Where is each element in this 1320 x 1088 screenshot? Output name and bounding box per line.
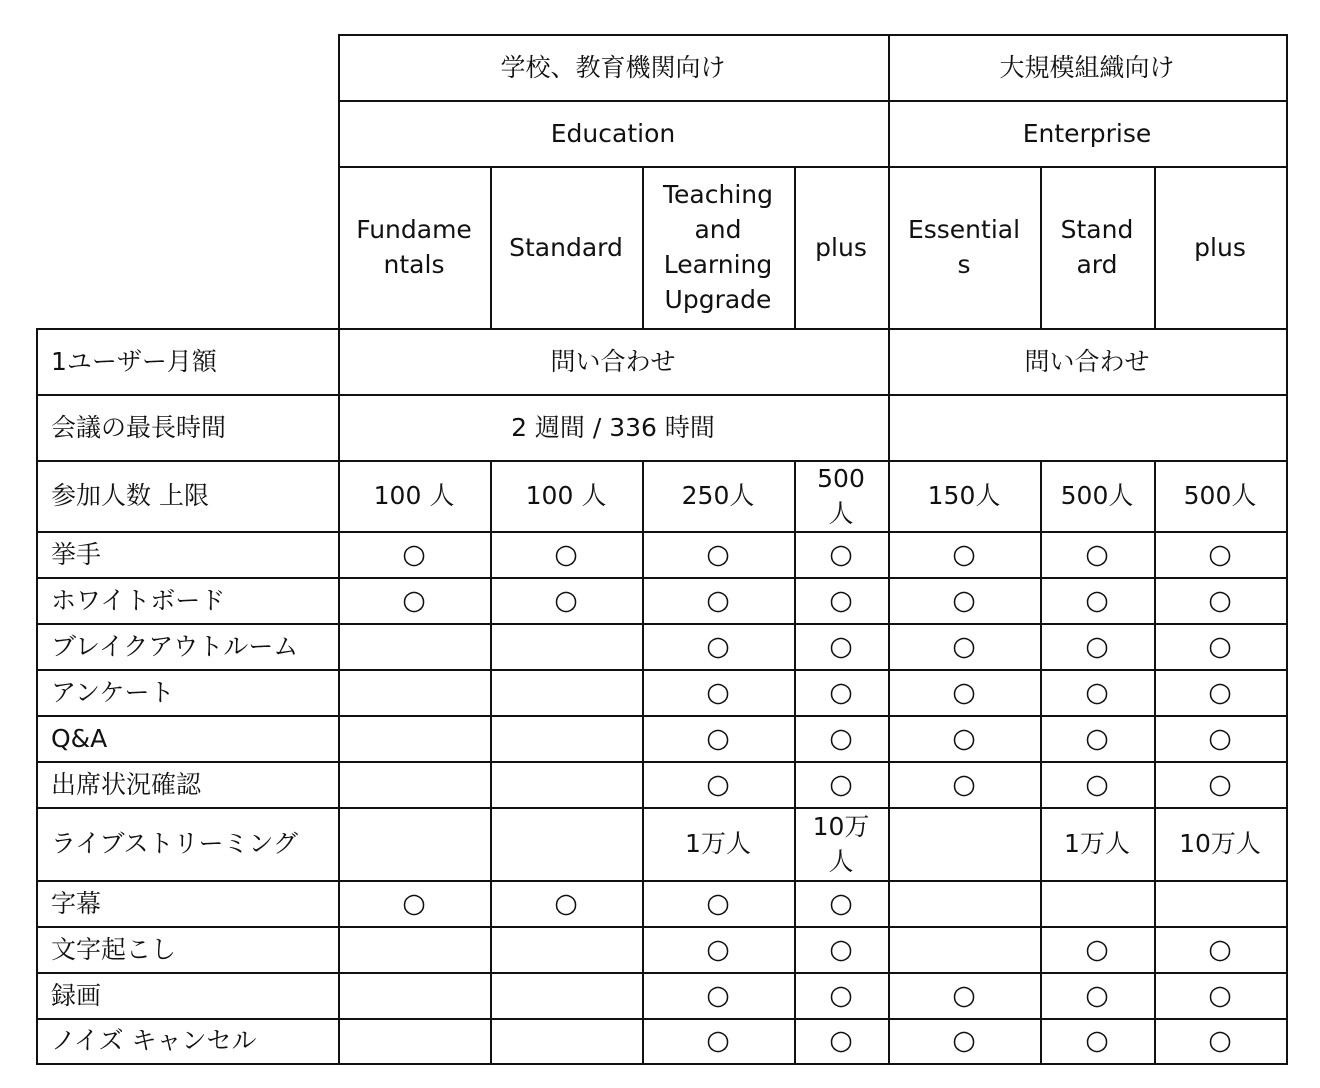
enterprise-group-header (888, 34, 1286, 100)
value-cell (888, 460, 1040, 531)
value-cell-text: ○ (952, 630, 976, 662)
table-border (36, 328, 38, 1065)
available-mark (1154, 531, 1286, 577)
available-mark (794, 926, 888, 972)
value-cell-text: ○ (1208, 979, 1232, 1011)
available-mark (794, 715, 888, 761)
value-cell (642, 460, 794, 531)
value-cell-text: ○ (1208, 676, 1232, 708)
table-border (1154, 166, 1156, 328)
merged-value-cell-text: 問い合わせ (550, 346, 676, 376)
value-cell (490, 715, 642, 761)
table-border (1286, 328, 1288, 1065)
feature-label (36, 926, 338, 972)
merged-value-cell-text: 問い合わせ (1024, 346, 1150, 376)
available-mark (642, 669, 794, 715)
table-border (36, 715, 1288, 717)
plan-header (794, 166, 888, 328)
available-mark (794, 623, 888, 669)
feature-label (36, 715, 338, 761)
value-cell-text: ○ (1208, 933, 1232, 965)
value-cell (338, 761, 490, 807)
value-cell (338, 460, 490, 531)
education-product-header-text: Education (550, 118, 676, 148)
value-cell (490, 1018, 642, 1063)
plan-header (338, 166, 490, 328)
value-cell-text: ○ (706, 538, 730, 570)
available-mark (1154, 926, 1286, 972)
value-cell (888, 807, 1040, 880)
enterprise-group-header-text: 大規模組織向け (999, 52, 1175, 82)
feature-label-text: 録画 (51, 980, 102, 1010)
available-mark (1040, 577, 1154, 623)
available-mark (338, 531, 490, 577)
value-cell-text: 10万人 (1179, 829, 1261, 858)
value-cell-text: ○ (554, 538, 578, 570)
feature-label-text: ノイズ キャンセル (51, 1026, 257, 1055)
value-cell-text: ○ (402, 538, 426, 570)
available-mark (338, 880, 490, 926)
education-group-header-text: 学校、教育機関向け (500, 52, 726, 82)
table-border (36, 1063, 1288, 1065)
available-mark (794, 577, 888, 623)
value-cell (642, 807, 794, 880)
value-cell-text: ○ (706, 1025, 730, 1056)
value-cell-text: 500人 (1060, 481, 1134, 510)
value-cell-text: ○ (952, 768, 976, 800)
feature-label-text: ライブストリーミング (51, 829, 299, 858)
value-cell (338, 623, 490, 669)
value-cell-text: ○ (1208, 1025, 1232, 1056)
value-cell-text: ○ (402, 887, 426, 919)
feature-label-text: 文字起こし (51, 934, 177, 964)
available-mark (490, 531, 642, 577)
merged-value-cell-text: 2 週間 / 336 時間 (511, 412, 715, 442)
value-cell-text: ○ (706, 933, 730, 965)
value-cell-text: ○ (829, 676, 853, 708)
feature-label-text: ブレイクアウトルーム (51, 631, 299, 661)
feature-label (36, 328, 338, 394)
table-border (1040, 166, 1042, 328)
value-cell-text: ○ (952, 979, 976, 1011)
table-border (36, 761, 1288, 763)
plan-header-text: Fundame ntals (356, 215, 472, 279)
available-mark (1040, 926, 1154, 972)
table-border (36, 460, 1288, 462)
available-mark (794, 1018, 888, 1063)
available-mark (888, 1018, 1040, 1063)
available-mark (1040, 972, 1154, 1018)
plan-header (888, 166, 1040, 328)
available-mark (642, 531, 794, 577)
value-cell-text: ○ (829, 768, 853, 800)
available-mark (888, 623, 1040, 669)
table-border (794, 460, 796, 1065)
available-mark (1154, 1018, 1286, 1063)
available-mark (642, 1018, 794, 1063)
table-border (338, 34, 340, 328)
plan-header-text: plus (1194, 232, 1246, 262)
available-mark (490, 577, 642, 623)
available-mark (642, 972, 794, 1018)
table-border (36, 880, 1288, 882)
available-mark (1154, 623, 1286, 669)
feature-label-text: 出席状況確認 (51, 769, 202, 799)
table-border (1154, 460, 1156, 1065)
available-mark (1040, 715, 1154, 761)
value-cell (1040, 880, 1154, 926)
feature-label-text: 挙手 (51, 539, 102, 569)
table-border (338, 34, 1288, 36)
table-border (490, 460, 492, 1065)
value-cell-text: ○ (1085, 933, 1109, 965)
available-mark (490, 880, 642, 926)
value-cell-text: 150人 (927, 481, 1001, 510)
value-cell-text: ○ (829, 887, 853, 919)
feature-label-text: 参加人数 上限 (51, 481, 209, 510)
enterprise-product-header (888, 100, 1286, 166)
merged-value-cell (338, 394, 888, 460)
available-mark (1040, 669, 1154, 715)
available-mark (642, 623, 794, 669)
feature-label (36, 623, 338, 669)
value-cell-text: ○ (706, 887, 730, 919)
value-cell-text: ○ (1085, 630, 1109, 662)
value-cell-text: 100 人 (373, 481, 455, 510)
table-border (338, 100, 1288, 102)
value-cell-text: ○ (1085, 676, 1109, 708)
value-cell-text: ○ (706, 979, 730, 1011)
available-mark (642, 926, 794, 972)
table-border (1040, 460, 1042, 1065)
table-border (36, 394, 1288, 396)
feature-label (36, 972, 338, 1018)
education-group-header (338, 34, 888, 100)
value-cell (338, 1018, 490, 1063)
plan-header-text: Stand ard (1060, 215, 1134, 279)
table-border (794, 166, 796, 328)
value-cell-text: ○ (952, 676, 976, 708)
value-cell (1154, 807, 1286, 880)
enterprise-product-header-text: Enterprise (1022, 118, 1152, 148)
available-mark (642, 577, 794, 623)
available-mark (794, 761, 888, 807)
value-cell (490, 669, 642, 715)
available-mark (888, 531, 1040, 577)
value-cell (794, 460, 888, 531)
value-cell-text: 1万人 (1064, 829, 1130, 858)
value-cell-text: 100 人 (525, 481, 607, 510)
value-cell (338, 715, 490, 761)
feature-label (36, 669, 338, 715)
value-cell-text: 500 人 (817, 463, 865, 528)
available-mark (1040, 761, 1154, 807)
value-cell-text: ○ (706, 676, 730, 708)
plan-header (642, 166, 794, 328)
available-mark (1040, 1018, 1154, 1063)
value-cell-text: ○ (952, 722, 976, 754)
feature-label (36, 531, 338, 577)
value-cell-text: ○ (829, 538, 853, 570)
value-cell (338, 669, 490, 715)
merged-value-cell (338, 328, 888, 394)
available-mark (1154, 715, 1286, 761)
available-mark (794, 880, 888, 926)
value-cell-text: ○ (1208, 584, 1232, 616)
value-cell-text: ○ (706, 768, 730, 800)
table-border (36, 328, 1288, 330)
value-cell-text: ○ (829, 1025, 853, 1056)
value-cell (338, 807, 490, 880)
value-cell-text: ○ (1085, 979, 1109, 1011)
value-cell-text: ○ (706, 722, 730, 754)
feature-label-text: ホワイトボード (51, 585, 226, 615)
available-mark (888, 761, 1040, 807)
value-cell (490, 807, 642, 880)
table-border (642, 166, 644, 328)
value-cell-text: ○ (952, 538, 976, 570)
value-cell-text: ○ (829, 722, 853, 754)
plan-header-text: plus (815, 232, 867, 262)
table-border (36, 1018, 1288, 1020)
value-cell-text: ○ (554, 887, 578, 919)
table-border (36, 531, 1288, 533)
feature-label (36, 1018, 338, 1063)
value-cell (338, 926, 490, 972)
available-mark (642, 880, 794, 926)
available-mark (1154, 577, 1286, 623)
table-border (1286, 34, 1288, 328)
value-cell-text: 10万 人 (812, 811, 870, 876)
available-mark (794, 972, 888, 1018)
plan-header (1154, 166, 1286, 328)
feature-label-text: アンケート (51, 677, 175, 707)
value-cell (490, 972, 642, 1018)
table-border (490, 166, 492, 328)
table-border (642, 460, 644, 1065)
value-cell-text: ○ (829, 979, 853, 1011)
table-border (36, 577, 1288, 579)
value-cell-text: ○ (1085, 1025, 1109, 1056)
feature-label-text: 1ユーザー月額 (51, 346, 217, 376)
feature-label (36, 460, 338, 531)
value-cell-text: ○ (402, 584, 426, 616)
plan-header-text: Teaching and Learning Upgrade (663, 180, 773, 314)
merged-value-cell (888, 394, 1286, 460)
feature-label-text: 会議の最長時間 (51, 412, 227, 442)
value-cell-text: ○ (554, 584, 578, 616)
plan-header-text: Standard (509, 232, 623, 262)
value-cell (888, 926, 1040, 972)
value-cell-text: ○ (1085, 768, 1109, 800)
value-cell (1040, 460, 1154, 531)
value-cell-text: ○ (706, 584, 730, 616)
feature-label (36, 807, 338, 880)
merged-value-cell (888, 328, 1286, 394)
value-cell-text: ○ (952, 1025, 976, 1056)
available-mark (888, 715, 1040, 761)
available-mark (1040, 531, 1154, 577)
value-cell-text: ○ (1208, 768, 1232, 800)
value-cell (1154, 460, 1286, 531)
value-cell-text: ○ (952, 584, 976, 616)
value-cell (1154, 880, 1286, 926)
value-cell-text: 1万人 (685, 829, 751, 858)
available-mark (642, 715, 794, 761)
available-mark (888, 972, 1040, 1018)
feature-label (36, 761, 338, 807)
available-mark (1040, 623, 1154, 669)
available-mark (1154, 669, 1286, 715)
available-mark (888, 577, 1040, 623)
feature-label (36, 577, 338, 623)
table-border (36, 623, 1288, 625)
value-cell (794, 807, 888, 880)
plan-header (490, 166, 642, 328)
value-cell-text: ○ (1085, 538, 1109, 570)
value-cell (490, 761, 642, 807)
feature-label-text: Q&A (51, 723, 108, 753)
value-cell-text: ○ (1085, 584, 1109, 616)
table-border (36, 669, 1288, 671)
table-border (36, 807, 1288, 809)
value-cell-text: 250人 (681, 481, 755, 510)
table-border (888, 328, 890, 1065)
value-cell (490, 460, 642, 531)
value-cell-text: ○ (1208, 722, 1232, 754)
feature-label-text: 字幕 (51, 888, 102, 918)
available-mark (1154, 972, 1286, 1018)
plan-header-text: Essential s (907, 215, 1021, 279)
table-border (338, 328, 340, 1065)
available-mark (794, 531, 888, 577)
value-cell-text: ○ (829, 933, 853, 965)
value-cell (490, 623, 642, 669)
value-cell-text: ○ (1085, 722, 1109, 754)
available-mark (794, 669, 888, 715)
plan-header (1040, 166, 1154, 328)
value-cell-text: ○ (706, 630, 730, 662)
available-mark (642, 761, 794, 807)
feature-label (36, 880, 338, 926)
value-cell-text: ○ (1208, 538, 1232, 570)
value-cell-text: ○ (829, 584, 853, 616)
education-product-header (338, 100, 888, 166)
value-cell-text: 500人 (1183, 481, 1257, 510)
table-border (338, 166, 1288, 168)
available-mark (1154, 761, 1286, 807)
value-cell (888, 880, 1040, 926)
value-cell (338, 972, 490, 1018)
value-cell (1040, 807, 1154, 880)
table-border (36, 926, 1288, 928)
value-cell (490, 926, 642, 972)
feature-label (36, 394, 338, 460)
available-mark (888, 669, 1040, 715)
value-cell-text: ○ (1208, 630, 1232, 662)
available-mark (338, 577, 490, 623)
table-border (36, 972, 1288, 974)
table-border (888, 34, 890, 328)
value-cell-text: ○ (829, 630, 853, 662)
